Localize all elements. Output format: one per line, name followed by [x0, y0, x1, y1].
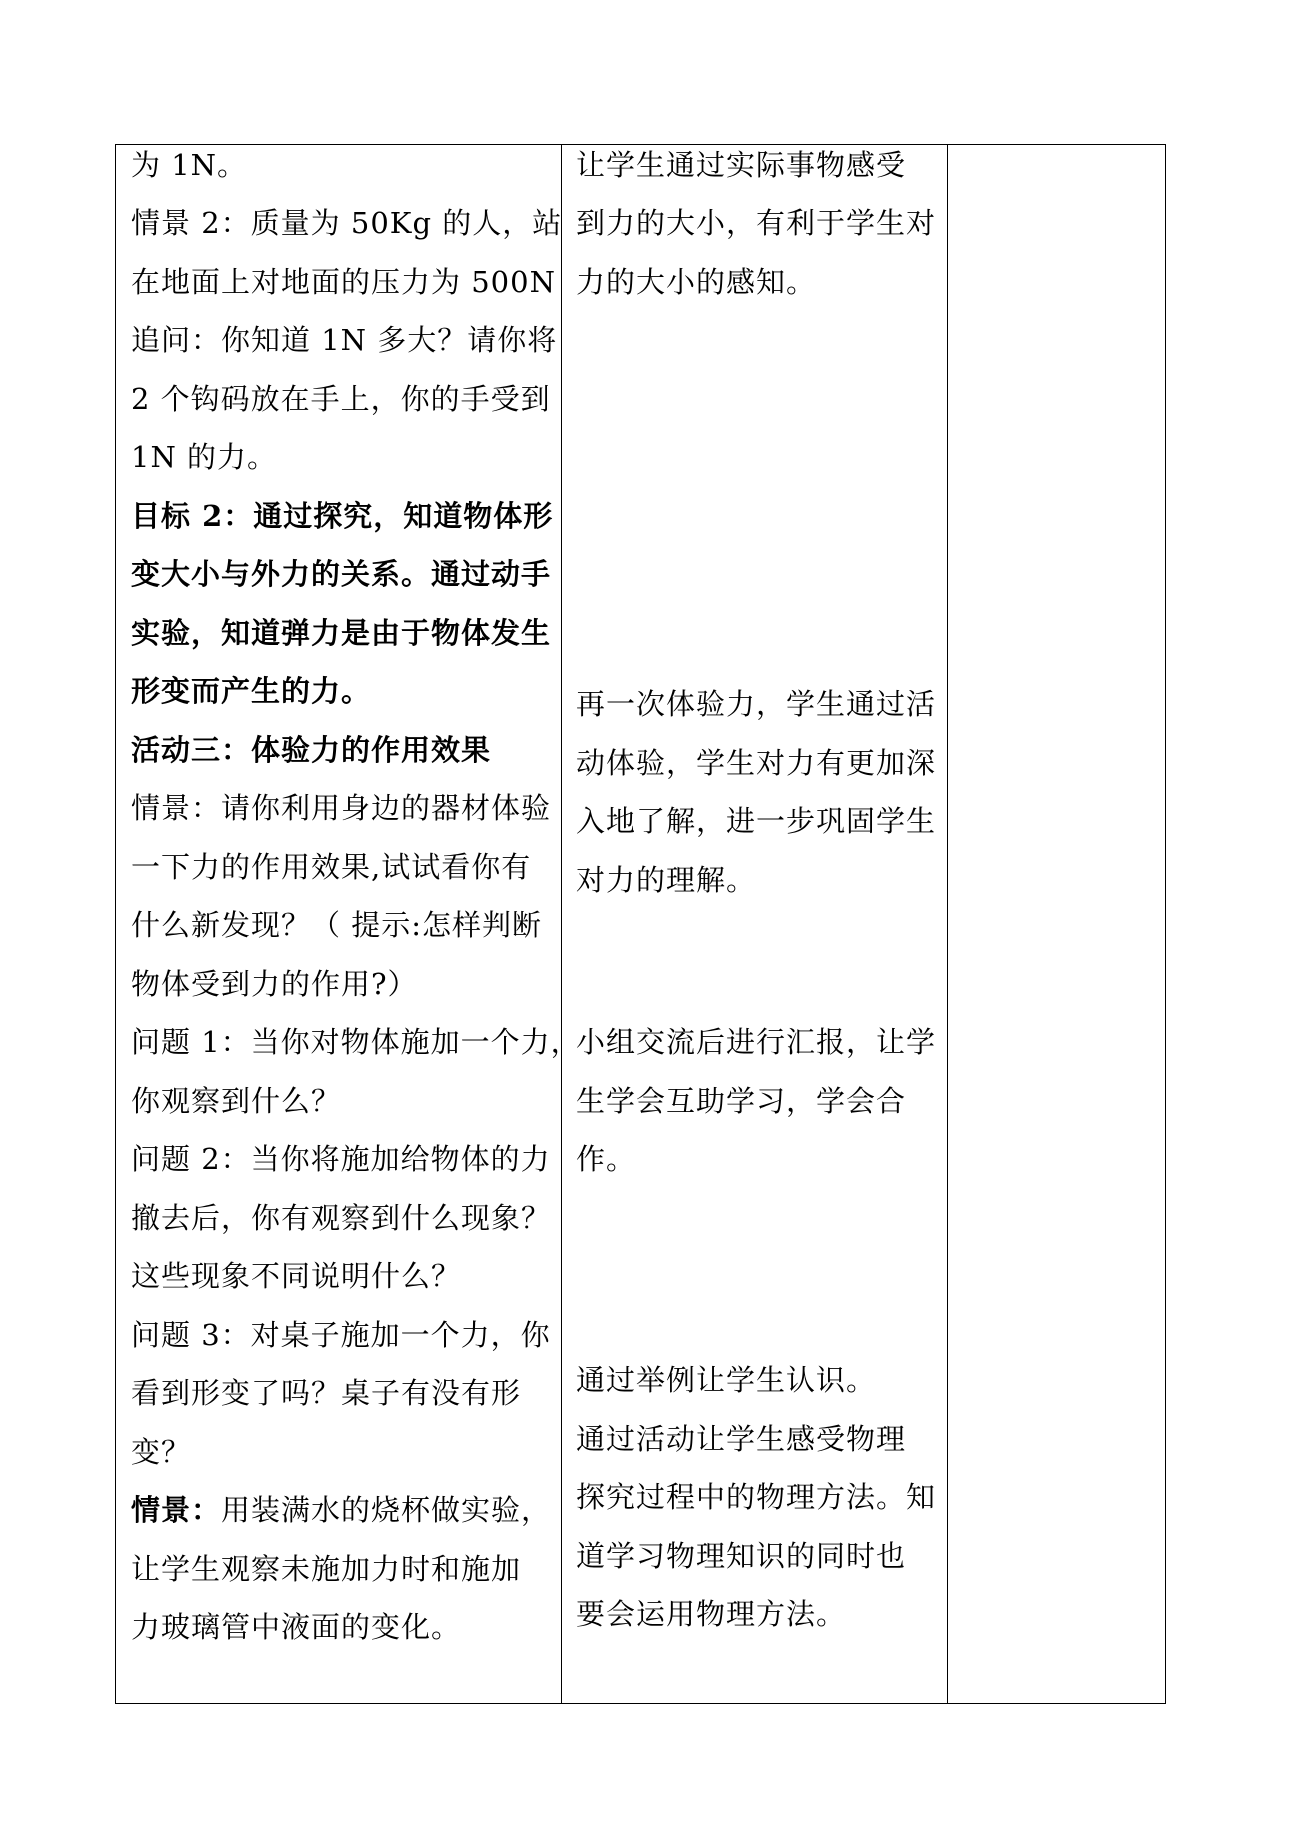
teaching-process-content	[116, 145, 581, 1703]
text-line: 通过举例让学生认识。	[576, 1363, 877, 1397]
goal-heading-line: 形变而产生的力。	[131, 674, 372, 708]
goal-heading-line: 实验，知道弹力是由于物体发生	[131, 616, 552, 650]
text-line: 你观察到什么？	[131, 1084, 342, 1118]
text-line: 看到形变了吗？桌子有没有形	[131, 1376, 522, 1410]
lesson-plan-table	[115, 144, 1166, 1704]
notes-cell	[948, 145, 1166, 1704]
text-line: 追问：你知道 1N 多大？请你将	[131, 323, 558, 357]
activity-heading: 活动三：体验力的作用效果	[131, 733, 492, 767]
text-line: 问题 1：当你对物体施加一个力，	[131, 1025, 581, 1059]
text-line: 让学生观察未施加力时和施加	[131, 1552, 522, 1586]
text-line: 撤去后，你有观察到什么现象？	[131, 1201, 552, 1235]
text-line: 物体受到力的作用?）	[131, 967, 418, 1001]
text-line: 问题 3：对桌子施加一个力，你	[131, 1318, 551, 1352]
text-line: 什么新发现？（ 提示:怎样判断	[131, 908, 542, 942]
text-line: 2 个钩码放在手上，你的手受到	[131, 382, 551, 416]
text-line: 情景 2：质量为 50Kg 的人，站	[131, 206, 563, 240]
text-line: 通过活动让学生感受物理	[576, 1422, 907, 1456]
notes-content	[948, 145, 1165, 1703]
design-intent-content	[562, 145, 947, 1703]
text-line: 要会运用物理方法。	[576, 1597, 847, 1631]
scenario-label: 情景：	[131, 1493, 222, 1527]
text-line: 对力的理解。	[576, 863, 757, 897]
text-line: 一下力的作用效果,试试看你有	[131, 850, 532, 884]
text-line: 为 1N。	[131, 148, 248, 182]
text-line: 变？	[131, 1435, 192, 1469]
table-row	[116, 145, 1166, 1704]
text-line: 力玻璃管中液面的变化。	[131, 1610, 462, 1644]
text-line: 入地了解，进一步巩固学生	[576, 804, 937, 838]
text-line: 探究过程中的物理方法。知	[576, 1480, 937, 1514]
text-line: 道学习物理知识的同时也	[576, 1539, 907, 1573]
text-line: 这些现象不同说明什么？	[131, 1259, 462, 1293]
text-line	[131, 1490, 551, 1530]
text-line: 让学生通过实际事物感受	[576, 148, 907, 182]
text-line: 再一次体验力，学生通过活	[576, 687, 937, 721]
text-line: 到力的大小，有利于学生对	[576, 206, 937, 240]
text-line: 作。	[576, 1142, 637, 1176]
goal-heading-line: 目标 2：通过探究，知道物体形	[131, 499, 554, 533]
text-line: 小组交流后进行汇报，让学	[576, 1025, 937, 1059]
design-intent-cell	[562, 145, 948, 1704]
text-line: 情景：请你利用身边的器材体验	[131, 791, 552, 825]
text-line: 动体验，学生对力有更加深	[576, 746, 937, 780]
text-line: 问题 2：当你将施加给物体的力	[131, 1142, 551, 1176]
text-line: 力的大小的感知。	[576, 265, 817, 299]
text-line: 1N 的力。	[131, 440, 278, 474]
text-line: 生学会互助学习，学会合	[576, 1084, 907, 1118]
teaching-process-cell	[116, 145, 581, 1704]
scenario-text: 用装满水的烧杯做实验，	[221, 1493, 552, 1527]
text-line: 在地面上对地面的压力为 500N	[131, 265, 556, 299]
goal-heading-line: 变大小与外力的关系。通过动手	[131, 557, 552, 591]
